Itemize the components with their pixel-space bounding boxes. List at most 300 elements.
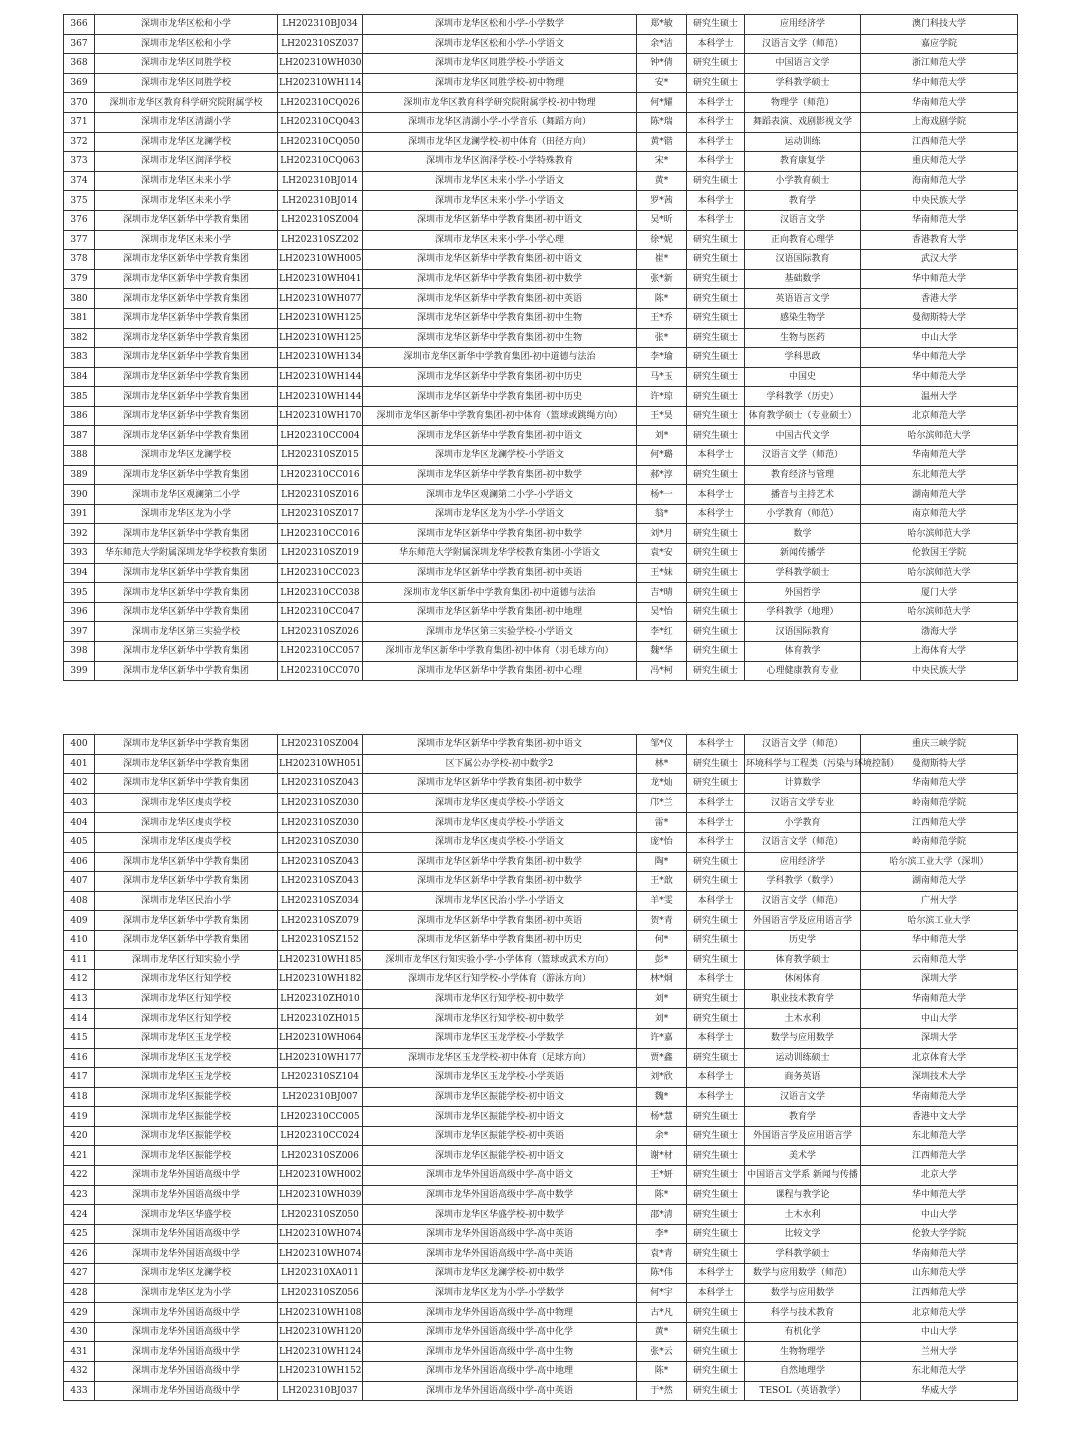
position-name-cell: 深圳市龙华区新华中学教育集团-初中道德与法治 — [363, 583, 637, 603]
row-number-cell: 418 — [64, 1087, 95, 1107]
table-row — [64, 813, 1018, 833]
position-name-cell: 深圳市龙华区新华中学教育集团-初中英语 — [363, 563, 637, 583]
school-name-cell: 深圳市龙华区松和小学 — [95, 15, 278, 35]
major-cell: 科学与技术教育 — [745, 1303, 861, 1323]
candidate-name-cell: 余*洁 — [637, 34, 687, 54]
position-name-cell: 深圳市龙华区振能学校-初中英语 — [363, 1126, 637, 1146]
major-cell: 生物物理学 — [745, 1342, 861, 1362]
university-cell: 华南师范大学 — [861, 210, 1018, 230]
position-name-cell: 深圳市龙华区新华中学教育集团-初中英语 — [363, 911, 637, 931]
row-number-cell: 393 — [64, 544, 95, 564]
table-row — [64, 15, 1018, 35]
table-row — [64, 171, 1018, 191]
degree-cell: 研究生硕士 — [687, 289, 745, 309]
degree-cell: 研究生硕士 — [687, 367, 745, 387]
position-name-cell: 深圳市龙华区第三实验学校-小学语文 — [363, 622, 637, 642]
school-name-cell: 深圳市龙华区新华中学教育集团 — [95, 210, 278, 230]
degree-cell: 本科学士 — [687, 446, 745, 466]
school-name-cell: 深圳市龙华区玉龙学校 — [95, 1068, 278, 1088]
school-name-cell: 深圳市龙华区新华中学教育集团 — [95, 563, 278, 583]
major-cell: 汉语国际教育 — [745, 250, 861, 270]
degree-cell: 本科学士 — [687, 832, 745, 852]
position-name-cell: 深圳市龙华区未来小学-小学心理 — [363, 230, 637, 250]
candidate-name-cell: 羊*雯 — [637, 891, 687, 911]
degree-cell: 研究生硕士 — [687, 1342, 745, 1362]
school-name-cell: 深圳市龙华外国语高级中学 — [95, 1224, 278, 1244]
table-row — [64, 1381, 1018, 1401]
position-code-cell: LH202310WH134 — [278, 348, 363, 368]
candidate-name-cell: 杨*慧 — [637, 1107, 687, 1127]
major-cell: 学科教学（数学） — [745, 872, 861, 892]
table-row — [64, 544, 1018, 564]
candidate-name-cell: 刘* — [637, 1009, 687, 1029]
row-number-cell: 430 — [64, 1322, 95, 1342]
position-name-cell: 深圳市龙华区行知学校-小学体育（游泳方向） — [363, 970, 637, 990]
position-name-cell: 深圳市龙华区新华中学教育集团-初中体育（羽毛球方向） — [363, 642, 637, 662]
university-cell: 重庆三峡学院 — [861, 735, 1018, 755]
candidate-name-cell: 何*耀 — [637, 93, 687, 113]
table-row — [64, 504, 1018, 524]
position-code-cell: LH202310WH144 — [278, 387, 363, 407]
candidate-name-cell: 于*然 — [637, 1381, 687, 1401]
degree-cell: 研究生硕士 — [687, 774, 745, 794]
candidate-name-cell: 宋* — [637, 152, 687, 172]
major-cell: 计算数学 — [745, 774, 861, 794]
university-cell: 哈尔滨工业大学 — [861, 911, 1018, 931]
university-cell: 中山大学 — [861, 328, 1018, 348]
school-name-cell: 深圳市龙华外国语高级中学 — [95, 1244, 278, 1264]
position-code-cell: LH202310XA011 — [278, 1264, 363, 1284]
major-cell: 汉语国际教育 — [745, 622, 861, 642]
candidate-name-cell: 何*璐 — [637, 446, 687, 466]
candidate-name-cell: 袁*青 — [637, 1244, 687, 1264]
degree-cell: 研究生硕士 — [687, 544, 745, 564]
major-cell: 应用经济学 — [745, 852, 861, 872]
position-code-cell: LH202310CQ026 — [278, 93, 363, 113]
major-cell: 土木水利 — [745, 1009, 861, 1029]
position-code-cell: LH202310SZ004 — [278, 735, 363, 755]
major-cell: 学科教学（历史） — [745, 387, 861, 407]
position-code-cell: LH202310WH152 — [278, 1362, 363, 1382]
candidate-name-cell: 魏*华 — [637, 642, 687, 662]
candidate-name-cell: 王*妍 — [637, 1166, 687, 1186]
position-code-cell: LH202310CC016 — [278, 465, 363, 485]
position-name-cell: 深圳市龙华外国语高级中学-高中物理 — [363, 1303, 637, 1323]
position-name-cell: 深圳市龙华区行知学校-初中数学 — [363, 1009, 637, 1029]
major-cell: 汉语言文学 — [745, 1087, 861, 1107]
university-cell: 广州大学 — [861, 891, 1018, 911]
position-code-cell: LH202310CC038 — [278, 583, 363, 603]
major-cell: 中国古代文学 — [745, 426, 861, 446]
school-name-cell: 深圳市龙华区龙澜学校 — [95, 1264, 278, 1284]
degree-cell: 研究生硕士 — [687, 250, 745, 270]
degree-cell: 研究生硕士 — [687, 1244, 745, 1264]
school-name-cell: 深圳市龙华区振能学校 — [95, 1107, 278, 1127]
table-row — [64, 735, 1018, 755]
position-code-cell: LH202310CC057 — [278, 642, 363, 662]
position-name-cell: 深圳市龙华区民治小学-小学语文 — [363, 891, 637, 911]
position-code-cell: LH202310WH074 — [278, 1244, 363, 1264]
university-cell: 浙江师范大学 — [861, 54, 1018, 74]
row-number-cell: 378 — [64, 250, 95, 270]
row-number-cell: 400 — [64, 735, 95, 755]
university-cell: 伦敦国王学院 — [861, 544, 1018, 564]
row-number-cell: 372 — [64, 132, 95, 152]
row-number-cell: 387 — [64, 426, 95, 446]
row-number-cell: 368 — [64, 54, 95, 74]
table-row — [64, 774, 1018, 794]
school-name-cell: 深圳市龙华区行知学校 — [95, 970, 278, 990]
university-cell: 华南师范大学 — [861, 93, 1018, 113]
position-name-cell: 深圳市龙华区新华中学教育集团-初中语文 — [363, 426, 637, 446]
position-code-cell: LH202310SZ043 — [278, 852, 363, 872]
position-code-cell: LH202310CC047 — [278, 602, 363, 622]
major-cell: 中国语言文学 — [745, 54, 861, 74]
candidate-name-cell: 翁* — [637, 504, 687, 524]
table-row — [64, 250, 1018, 270]
school-name-cell: 深圳市龙华区新华中学教育集团 — [95, 289, 278, 309]
degree-cell: 研究生硕士 — [687, 1303, 745, 1323]
candidate-name-cell: 王*妹 — [637, 563, 687, 583]
row-number-cell: 429 — [64, 1303, 95, 1323]
row-number-cell: 428 — [64, 1283, 95, 1303]
table-row — [64, 891, 1018, 911]
university-cell: 北京大学 — [861, 1166, 1018, 1186]
table-row — [64, 1068, 1018, 1088]
row-number-cell: 425 — [64, 1224, 95, 1244]
table-row — [64, 793, 1018, 813]
school-name-cell: 深圳市龙华区松和小学 — [95, 34, 278, 54]
school-name-cell: 深圳市龙华区润泽学校 — [95, 152, 278, 172]
position-code-cell: LH202310CC016 — [278, 524, 363, 544]
table-row — [64, 289, 1018, 309]
position-name-cell: 深圳市龙华区虔贞学校-小学语文 — [363, 832, 637, 852]
row-number-cell: 377 — [64, 230, 95, 250]
position-code-cell: LH202310BJ014 — [278, 171, 363, 191]
candidate-name-cell: 袁*安 — [637, 544, 687, 564]
candidate-name-cell: 刘* — [637, 426, 687, 446]
degree-cell: 本科学士 — [687, 793, 745, 813]
major-cell: 商务英语 — [745, 1068, 861, 1088]
university-cell: 北京师范大学 — [861, 406, 1018, 426]
degree-cell: 研究生硕士 — [687, 171, 745, 191]
degree-cell: 研究生硕士 — [687, 642, 745, 662]
row-number-cell: 427 — [64, 1264, 95, 1284]
table-row — [64, 950, 1018, 970]
table-row — [64, 387, 1018, 407]
table-row — [64, 989, 1018, 1009]
table-row — [64, 485, 1018, 505]
table-row — [64, 1264, 1018, 1284]
row-number-cell: 432 — [64, 1362, 95, 1382]
row-number-cell: 402 — [64, 774, 95, 794]
degree-cell: 研究生硕士 — [687, 1009, 745, 1029]
university-cell: 哈尔滨师范大学 — [861, 602, 1018, 622]
school-name-cell: 深圳市龙华区虔贞学校 — [95, 793, 278, 813]
school-name-cell: 深圳市龙华区新华中学教育集团 — [95, 348, 278, 368]
candidate-name-cell: 古*凡 — [637, 1303, 687, 1323]
university-cell: 东北师范大学 — [861, 465, 1018, 485]
candidate-name-cell: 李*红 — [637, 622, 687, 642]
school-name-cell: 深圳市龙华区行知学校 — [95, 1009, 278, 1029]
university-cell: 山东师范大学 — [861, 1264, 1018, 1284]
university-cell: 武汉大学 — [861, 250, 1018, 270]
university-cell: 哈尔滨师范大学 — [861, 524, 1018, 544]
school-name-cell: 深圳市龙华区新华中学教育集团 — [95, 602, 278, 622]
major-cell: 美术学 — [745, 1146, 861, 1166]
school-name-cell: 深圳市龙华区新华中学教育集团 — [95, 774, 278, 794]
position-code-cell: LH202310SZ079 — [278, 911, 363, 931]
position-name-cell: 深圳市龙华区龙澜学校-初中体育（田径方向） — [363, 132, 637, 152]
university-cell: 中央民族大学 — [861, 191, 1018, 211]
degree-cell: 研究生硕士 — [687, 989, 745, 1009]
university-cell: 曼彻斯特大学 — [861, 308, 1018, 328]
university-cell: 江西师范大学 — [861, 1146, 1018, 1166]
major-cell: 汉语言文学 — [745, 210, 861, 230]
candidate-name-cell: 刘*月 — [637, 524, 687, 544]
position-name-cell: 深圳市龙华区松和小学-小学数学 — [363, 15, 637, 35]
row-number-cell: 411 — [64, 950, 95, 970]
position-name-cell: 深圳市龙华区华盛学校-初中数学 — [363, 1205, 637, 1225]
major-cell: 正向教育心理学 — [745, 230, 861, 250]
position-name-cell: 深圳市龙华区清湖小学-小学音乐（舞蹈方向） — [363, 112, 637, 132]
school-name-cell: 深圳市龙华区新华中学教育集团 — [95, 387, 278, 407]
row-number-cell: 375 — [64, 191, 95, 211]
candidate-name-cell: 魏* — [637, 1087, 687, 1107]
major-cell: 比较文学 — [745, 1224, 861, 1244]
candidate-name-cell: 黄* — [637, 171, 687, 191]
roster-table-2 — [63, 734, 1018, 1401]
table-row — [64, 1087, 1018, 1107]
position-name-cell: 深圳市龙华外国语高级中学-高中英语 — [363, 1224, 637, 1244]
position-code-cell: LH202310SZ004 — [278, 210, 363, 230]
position-name-cell: 深圳市龙华区润泽学校-小学特殊教育 — [363, 152, 637, 172]
major-cell: 汉语言文学（师范） — [745, 735, 861, 755]
position-code-cell: LH202310WH185 — [278, 950, 363, 970]
degree-cell: 研究生硕士 — [687, 1322, 745, 1342]
university-cell: 中央民族大学 — [861, 661, 1018, 681]
school-name-cell: 深圳市龙华区新华中学教育集团 — [95, 852, 278, 872]
university-cell: 北京体育大学 — [861, 1048, 1018, 1068]
table-row — [64, 1166, 1018, 1186]
position-name-cell: 深圳市龙华区行知实验小学-小学体育（篮球或武术方向） — [363, 950, 637, 970]
university-cell: 华威大学 — [861, 1381, 1018, 1401]
position-name-cell: 深圳市龙华区新华中学教育集团-初中数学 — [363, 852, 637, 872]
school-name-cell: 深圳市龙华区新华中学教育集团 — [95, 308, 278, 328]
row-number-cell: 371 — [64, 112, 95, 132]
candidate-name-cell: 贺*青 — [637, 911, 687, 931]
candidate-name-cell: 李*瑜 — [637, 348, 687, 368]
position-code-cell: LH202310CC004 — [278, 426, 363, 446]
position-code-cell: LH202310CQ063 — [278, 152, 363, 172]
position-code-cell: LH202310WH177 — [278, 1048, 363, 1068]
school-name-cell: 深圳市龙华区新华中学教育集团 — [95, 583, 278, 603]
row-number-cell: 405 — [64, 832, 95, 852]
candidate-name-cell: 马*玉 — [637, 367, 687, 387]
table-row — [64, 93, 1018, 113]
university-cell: 华中师范大学 — [861, 269, 1018, 289]
position-code-cell: LH202310ZH015 — [278, 1009, 363, 1029]
table-row — [64, 328, 1018, 348]
row-number-cell: 366 — [64, 15, 95, 35]
position-name-cell: 深圳市龙华区龙澜学校-小学语文 — [363, 446, 637, 466]
major-cell: 舞蹈表演、戏剧影视文学 — [745, 112, 861, 132]
school-name-cell: 深圳市龙华区龙为小学 — [95, 504, 278, 524]
table-row — [64, 1342, 1018, 1362]
position-name-cell: 深圳市龙华区行知学校-初中数学 — [363, 989, 637, 1009]
university-cell: 温州大学 — [861, 387, 1018, 407]
major-cell: 课程与教学论 — [745, 1185, 861, 1205]
degree-cell: 本科学士 — [687, 504, 745, 524]
row-number-cell: 382 — [64, 328, 95, 348]
candidate-name-cell: 郑*敏 — [637, 15, 687, 35]
degree-cell: 研究生硕士 — [687, 1166, 745, 1186]
candidate-name-cell: 贾*鑫 — [637, 1048, 687, 1068]
major-cell: 环境科学与工程类（污染与环境控制） — [745, 754, 861, 774]
position-name-cell: 深圳市龙华区龙为小学-小学语文 — [363, 504, 637, 524]
school-name-cell: 深圳市龙华外国语高级中学 — [95, 1322, 278, 1342]
major-cell: 数学 — [745, 524, 861, 544]
position-code-cell: LH202310SZ030 — [278, 832, 363, 852]
row-number-cell: 373 — [64, 152, 95, 172]
candidate-name-cell: 冯*柯 — [637, 661, 687, 681]
row-number-cell: 380 — [64, 289, 95, 309]
table-row — [64, 230, 1018, 250]
degree-cell: 本科学士 — [687, 891, 745, 911]
university-cell: 岭南师范学院 — [861, 793, 1018, 813]
school-name-cell: 深圳市龙华区龙为小学 — [95, 1283, 278, 1303]
candidate-name-cell: 林*炯 — [637, 970, 687, 990]
university-cell: 华南师范大学 — [861, 1087, 1018, 1107]
position-name-cell: 深圳市龙华区玉龙学校-小学数学 — [363, 1028, 637, 1048]
row-number-cell: 406 — [64, 852, 95, 872]
school-name-cell: 深圳市龙华区新华中学教育集团 — [95, 250, 278, 270]
university-cell: 湖南师范大学 — [861, 872, 1018, 892]
major-cell: 体育教学硕士（专业硕士） — [745, 406, 861, 426]
position-name-cell: 深圳市龙华区未来小学-小学语文 — [363, 171, 637, 191]
major-cell: 数学与应用数学 — [745, 1028, 861, 1048]
school-name-cell: 深圳市龙华区新华中学教育集团 — [95, 465, 278, 485]
school-name-cell: 深圳市龙华区振能学校 — [95, 1087, 278, 1107]
candidate-name-cell: 王*昊 — [637, 406, 687, 426]
degree-cell: 研究生硕士 — [687, 754, 745, 774]
row-number-cell: 413 — [64, 989, 95, 1009]
row-number-cell: 403 — [64, 793, 95, 813]
position-name-cell: 深圳市龙华区新华中学教育集团-初中历史 — [363, 387, 637, 407]
major-cell: 自然地理学 — [745, 1362, 861, 1382]
candidate-name-cell: 陈* — [637, 1362, 687, 1382]
candidate-name-cell: 吴*昕 — [637, 210, 687, 230]
row-number-cell: 369 — [64, 73, 95, 93]
candidate-name-cell: 王*乔 — [637, 308, 687, 328]
table-row — [64, 970, 1018, 990]
table-row — [64, 1244, 1018, 1264]
position-code-cell: LH202310WH125 — [278, 308, 363, 328]
degree-cell: 研究生硕士 — [687, 1146, 745, 1166]
university-cell: 深圳大学 — [861, 1028, 1018, 1048]
major-cell: 学科教学硕士 — [745, 1244, 861, 1264]
roster-table-1 — [63, 14, 1018, 681]
school-name-cell: 深圳市龙华区观澜第二小学 — [95, 485, 278, 505]
table-row — [64, 406, 1018, 426]
candidate-name-cell: 崔* — [637, 250, 687, 270]
candidate-name-cell: 陈*瑞 — [637, 112, 687, 132]
degree-cell: 本科学士 — [687, 1264, 745, 1284]
position-name-cell: 深圳市龙华区新华中学教育集团-初中数学 — [363, 269, 637, 289]
school-name-cell: 深圳市龙华区民治小学 — [95, 891, 278, 911]
school-name-cell: 深圳市龙华外国语高级中学 — [95, 1342, 278, 1362]
degree-cell: 研究生硕士 — [687, 852, 745, 872]
position-name-cell: 深圳市龙华区教育科学研究院附属学校-初中物理 — [363, 93, 637, 113]
table-row — [64, 1028, 1018, 1048]
candidate-name-cell: 吉*晴 — [637, 583, 687, 603]
table-row — [64, 642, 1018, 662]
candidate-name-cell: 彭* — [637, 950, 687, 970]
row-number-cell: 384 — [64, 367, 95, 387]
degree-cell: 研究生硕士 — [687, 1048, 745, 1068]
candidate-name-cell: 林* — [637, 754, 687, 774]
university-cell: 岭南师范学院 — [861, 832, 1018, 852]
table-row — [64, 872, 1018, 892]
candidate-name-cell: 谢*材 — [637, 1146, 687, 1166]
position-name-cell: 深圳市龙华区松和小学-小学语文 — [363, 34, 637, 54]
table-row — [64, 911, 1018, 931]
degree-cell: 研究生硕士 — [687, 426, 745, 446]
degree-cell: 本科学士 — [687, 152, 745, 172]
candidate-name-cell: 许*嘉 — [637, 1028, 687, 1048]
candidate-name-cell: 黄* — [637, 1322, 687, 1342]
position-code-cell: LH202310BJ037 — [278, 1381, 363, 1401]
row-number-cell: 414 — [64, 1009, 95, 1029]
position-name-cell: 深圳市龙华区新华中学教育集团-初中道德与法治 — [363, 348, 637, 368]
major-cell: 汉语言文学（师范） — [745, 446, 861, 466]
row-number-cell: 397 — [64, 622, 95, 642]
degree-cell: 研究生硕士 — [687, 269, 745, 289]
table-row — [64, 1146, 1018, 1166]
degree-cell: 研究生硕士 — [687, 1205, 745, 1225]
degree-cell: 研究生硕士 — [687, 583, 745, 603]
row-number-cell: 407 — [64, 872, 95, 892]
candidate-name-cell: 刘* — [637, 989, 687, 1009]
candidate-name-cell: 罗*茜 — [637, 191, 687, 211]
position-name-cell: 深圳市龙华区龙澜学校-初中数学 — [363, 1264, 637, 1284]
school-name-cell: 深圳市龙华区新华中学教育集团 — [95, 911, 278, 931]
degree-cell: 本科学士 — [687, 93, 745, 113]
major-cell: 有机化学 — [745, 1322, 861, 1342]
position-code-cell: LH202310CC024 — [278, 1126, 363, 1146]
candidate-name-cell: 龙*灿 — [637, 774, 687, 794]
university-cell: 深圳技术大学 — [861, 1068, 1018, 1088]
position-name-cell: 深圳市龙华外国语高级中学-高中数学 — [363, 1185, 637, 1205]
major-cell: 汉语言文学（师范） — [745, 891, 861, 911]
degree-cell: 本科学士 — [687, 34, 745, 54]
school-name-cell: 深圳市龙华区新华中学教育集团 — [95, 754, 278, 774]
position-code-cell: LH202310SZ017 — [278, 504, 363, 524]
candidate-name-cell: 邵*清 — [637, 1205, 687, 1225]
university-cell: 澳门科技大学 — [861, 15, 1018, 35]
school-name-cell: 深圳市龙华区龙澜学校 — [95, 132, 278, 152]
table-row — [64, 269, 1018, 289]
school-name-cell: 深圳市龙华区新华中学教育集团 — [95, 406, 278, 426]
degree-cell: 本科学士 — [687, 191, 745, 211]
major-cell: 小学教育 — [745, 813, 861, 833]
table-row — [64, 1303, 1018, 1323]
candidate-name-cell: 陈* — [637, 289, 687, 309]
row-number-cell: 415 — [64, 1028, 95, 1048]
table-row — [64, 1185, 1018, 1205]
major-cell: 体育教学硕士 — [745, 950, 861, 970]
degree-cell: 本科学士 — [687, 1283, 745, 1303]
